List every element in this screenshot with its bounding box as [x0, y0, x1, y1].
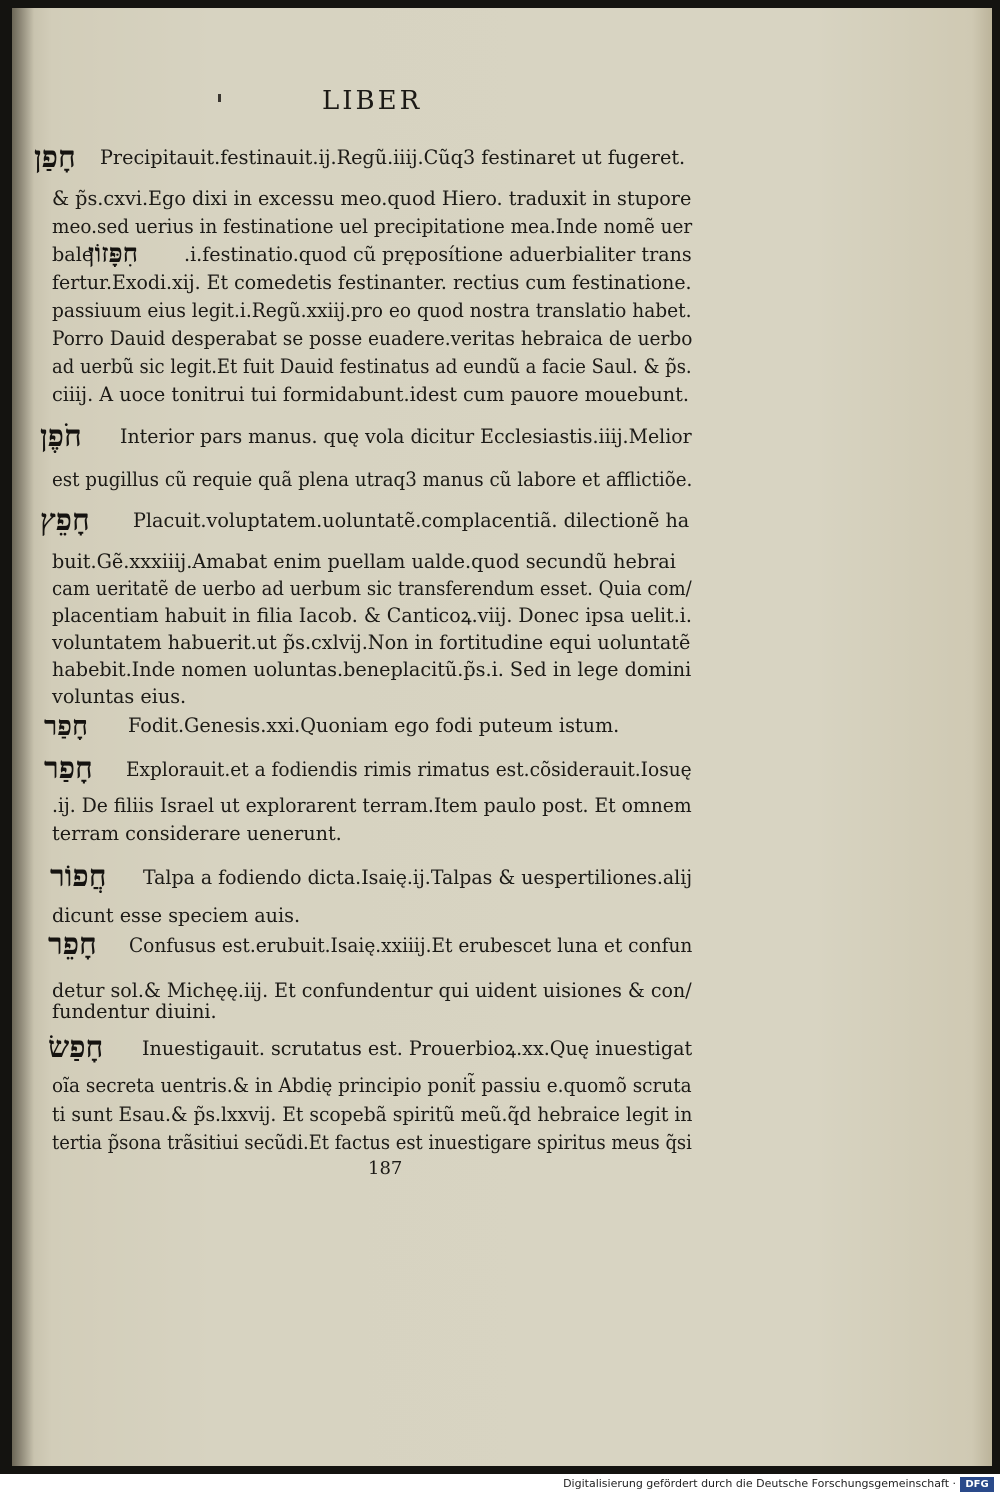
text-line: tertia p̃sona trãsitiui secũdi.Et factus est inuestigare spiritus meus q̃si [52, 1131, 692, 1154]
text-line: Placuit.voluptatem.uoluntatẽ.complacentiã. dilectionẽ ha [133, 509, 690, 532]
text-line: meo.sed uerius in festinatione uel precipitatione mea.Inde nomẽ uer [52, 215, 693, 238]
text-line: habebit.Inde nomen uoluntas.beneplacitũ.p̃s.i. Sed in lege domini [52, 658, 692, 681]
hebrew-headword: חָפַר [44, 711, 88, 742]
dfg-logo-icon: DFG [960, 1477, 994, 1492]
text-line: buit.Gẽ.xxxiiij.Amabat enim puellam ualde.quod secundũ hebrai [52, 550, 676, 573]
text-line: voluntatem habuerit.ut p̃s.cxlvij.Non in fortitudine equi uoluntatẽ [52, 631, 691, 654]
text-line: Inuestigauit. scrutatus est. Prouerbioꝝ.xx.Quę inuestigat [142, 1037, 693, 1060]
hebrew-headword: חָפַר [44, 751, 93, 786]
page-number: 187 [368, 1158, 403, 1179]
inline-hebrew: חִפָּזוֹן [88, 239, 139, 269]
text-line: & p̃s.cxvi.Ego dixi in excessu meo.quod Hiero. traduxit in stupore [52, 187, 692, 210]
text-line: ti sunt Esau.& p̃s.lxxvij. Et scopebã spiritũ meũ.q̃d hebraice legit in [52, 1103, 693, 1126]
gutter-shadow [12, 8, 34, 1466]
text-line: cam ueritatẽ de uerbo ad uerbum sic transferendum esset. Quia com/ [52, 577, 692, 600]
text-line: .i.festinatio.quod cũ pręposítione aduerbialiter trans [184, 243, 692, 266]
text-line: Explorauit.et a fodiendis rimis rimatus est.cõsiderauit.Iosuę [126, 758, 692, 781]
text-line: fertur.Exodi.xij. Et comedetis festinanter. rectius cum festinatione. [52, 271, 692, 294]
hebrew-headword: חֲפוֹר [50, 859, 107, 894]
page-mark [218, 94, 221, 102]
text-line: passiuum eius legit.i.Regũ.xxiij.pro eo quod nostra translatio habet. [52, 299, 692, 322]
text-line: ciiij. A uoce tonitrui tui formidabunt.idest cum pauore mouebunt. [52, 383, 689, 406]
text-line: Talpa a fodiendo dicta.Isaię.ij.Talpas & uespertiliones.alij [143, 866, 693, 889]
text-line: ad uerbũ sic legit.Et fuit Dauid festinatus ad eundũ a facie Saul. & p̃s. [52, 355, 692, 378]
text-line: .ij. De filiis Israel ut explorarent terram.Item paulo post. Et omnem [52, 794, 692, 817]
text-line: terram considerare uenerunt. [52, 822, 342, 845]
hebrew-headword: חֹפֶן [40, 419, 82, 454]
text-line: voluntas eius. [52, 685, 187, 708]
text-line: Precipitauit.festinauit.ij.Regũ.iiij.Cũq3 festinaret ut fugeret. [100, 146, 686, 169]
running-header: LIBER [322, 86, 423, 116]
text-line: Interior pars manus. quę vola dicitur Ecclesiastis.iiij.Melior [120, 425, 692, 448]
text-line: Fodit.Genesis.xxi.Quoniam ego fodi puteum istum. [128, 714, 620, 737]
text-line: placentiam habuit in filia Iacob. & Canticoꝝ.viij. Donec ipsa uelit.i. [52, 604, 692, 627]
hebrew-headword: חָפַן [34, 140, 76, 175]
hebrew-headword: חָפֵר [48, 927, 97, 962]
text-line: dicunt esse speciem auis. [52, 904, 301, 927]
text-line: Confusus est.erubuit.Isaię.xxiiij.Et erubescet luna et confun [129, 934, 693, 957]
text-line: oĩa secreta uentris.& in Abdię principio ponit̃ passiu e.quomõ scruta [52, 1074, 692, 1097]
footer-bar [0, 1474, 1000, 1496]
text-line: detur sol.& Michęę.iij. Et confundentur qui uident uisiones & con/ [52, 979, 692, 1002]
text-line: Porro Dauid desperabat se posse euadere.veritas hebraica de uerbo [52, 327, 693, 350]
text-line: est pugillus cũ requie quã plena utraq3 manus cũ labore et afflictiõe. [52, 468, 693, 491]
funding-credit: Digitalisierung gefördert durch die Deutsche Forschungsgemeinschaft · [563, 1477, 956, 1490]
text-line: bale [52, 243, 94, 266]
hebrew-headword: חָפַשׂ [48, 1030, 104, 1065]
text-line: fundentur diuini. [52, 1000, 217, 1023]
hebrew-headword: חָפֵץ [40, 503, 90, 538]
